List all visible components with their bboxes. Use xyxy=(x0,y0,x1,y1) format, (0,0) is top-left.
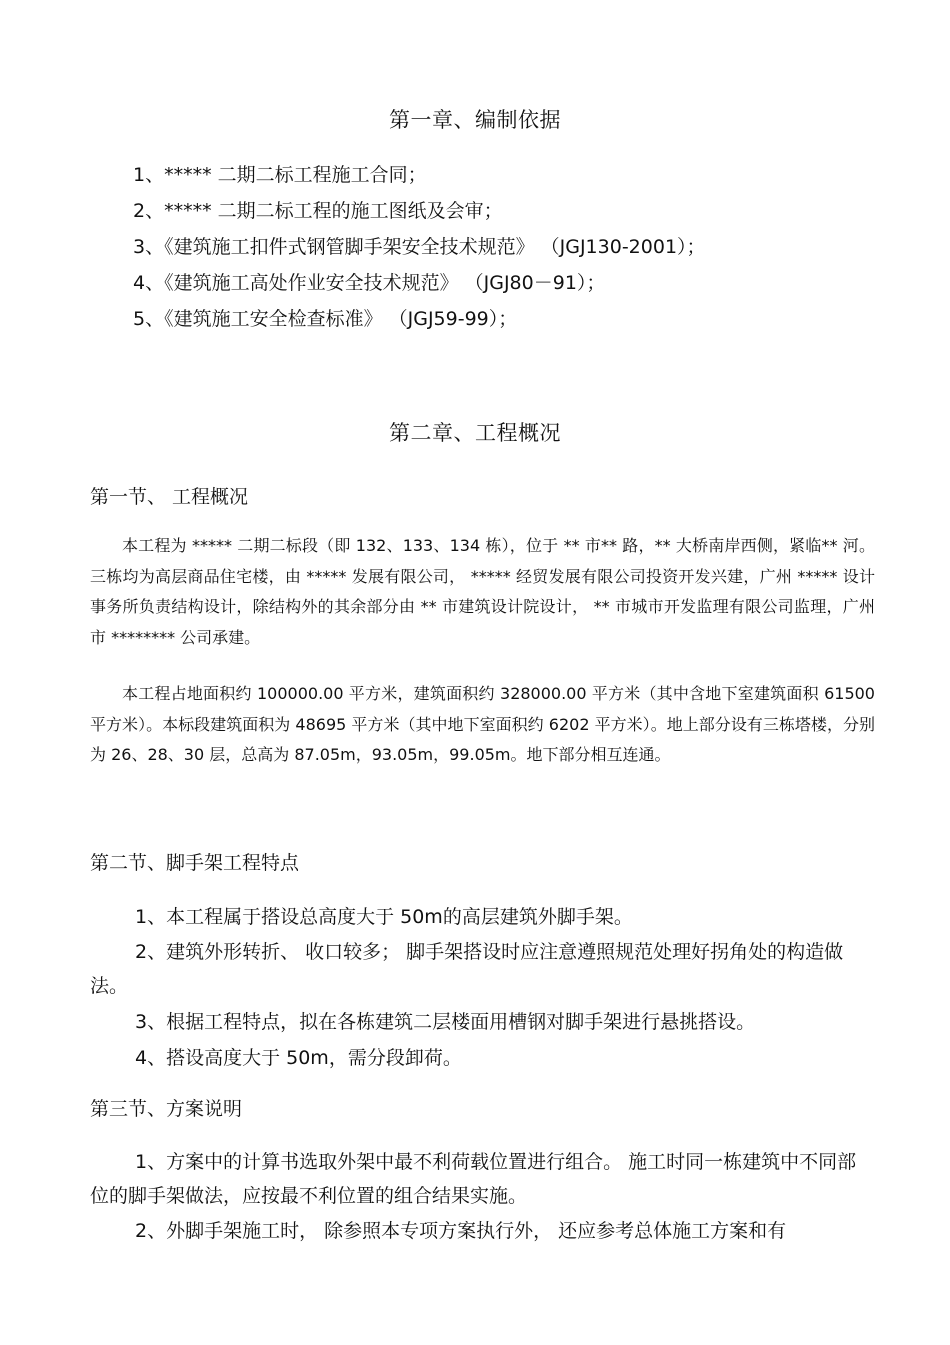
overview-paragraph-2: 本工程占地面积约 100000.00 平方米，建筑面积约 328000.00 平方米（其中含地下室建筑面积 61500 平方米）。本标段建筑面积为 48695 平方米（其中地下室面积约 6202 平方米）。地上部分设有三栋塔楼，分别为 26、28、30 层，总高为 87.05m，93.05m，99.05m。地下部分相互连通。 xyxy=(90,684,875,764)
basis-item-2: 2、***** 二期二标工程的施工图纸及会审； xyxy=(133,200,503,222)
section-3-title: 第三节、方案说明 xyxy=(90,1098,243,1120)
feature-item-3: 3、根据工程特点，拟在各栋建筑二层楼面用槽钢对脚手架进行悬挑搭设。 xyxy=(135,1011,756,1033)
feature-item-2: 2、建筑外形转折、 收口较多； 脚手架搭设时应注意遵照规范处理好拐角处的构造做法。 xyxy=(90,941,844,997)
basis-item-1: 1、***** 二期二标工程施工合同； xyxy=(133,164,427,186)
chapter-2-title: 第二章、工程概况 xyxy=(389,421,561,445)
feature-item-1: 1、本工程属于搭设总高度大于 50m的高层建筑外脚手架。 xyxy=(135,906,633,928)
feature-item-4: 4、搭设高度大于 50m，需分段卸荷。 xyxy=(135,1047,462,1069)
section-1-title: 第一节、 工程概况 xyxy=(90,486,249,508)
section-2-title: 第二节、脚手架工程特点 xyxy=(90,852,300,874)
basis-item-5: 5、《建筑施工安全检查标准》 （JGJ59-99）； xyxy=(133,308,518,330)
basis-item-4: 4、《建筑施工高处作业安全技术规范》 （JGJ80－91）； xyxy=(133,272,606,294)
overview-paragraph-1: 本工程为 ***** 二期二标段（即 132、133、134 栋），位于 ** 市** 路，** 大桥南岸西侧，紧临** 河。三栋均为高层商品住宅楼，由 ***** 发展有限公司， ***** 经贸发展有限公司投资开发兴建，广州 ***** 设计事务所负责结构设计，除结构外的其余部分由 ** 市建筑设计院设计， ** 市城市开发监理有限公司监理，广州市 ******** 公司承建。 xyxy=(90,536,875,647)
plan-item-2: 2、外脚手架施工时， 除参照本专项方案执行外， 还应参考总体施工方案和有 xyxy=(135,1220,787,1242)
basis-list xyxy=(133,163,706,343)
plan-item-1: 1、方案中的计算书选取外架中最不利荷载位置进行组合。 施工时同一栋建筑中不同部位的脚手架做法，应按最不利位置的组合结果实施。 xyxy=(90,1151,857,1207)
basis-item-3: 3、《建筑施工扣件式钢管脚手架安全技术规范》 （JGJ130-2001）； xyxy=(133,236,706,258)
chapter-1-title: 第一章、编制依据 xyxy=(389,108,561,132)
